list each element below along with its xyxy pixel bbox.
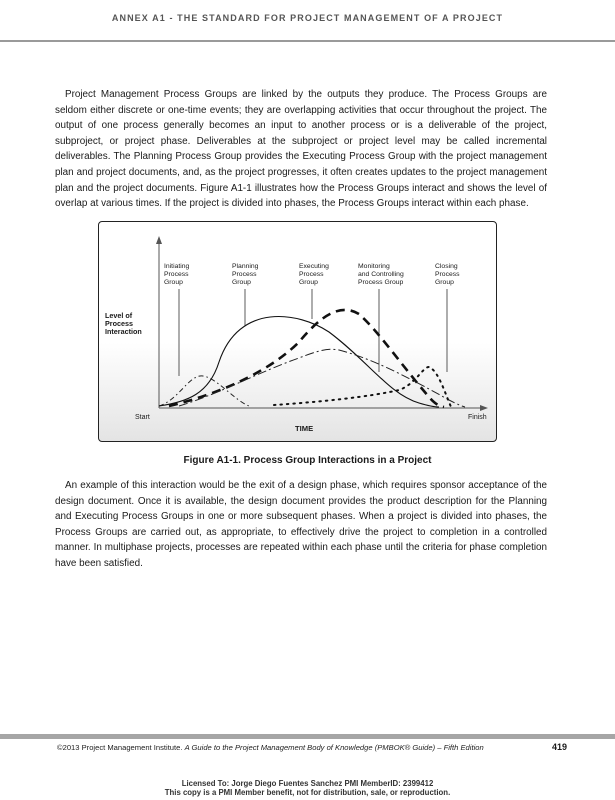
figure-process-group-interactions (98, 221, 497, 442)
label-planning: Planning Process Group (232, 263, 259, 286)
label-monitoring-controlling: Monitoring and Controlling Process Group (358, 263, 404, 286)
body-paragraph-2-text: An example of this interaction would be the exit of a design phase, which requires sponsor acceptance of the design document. Once it is available, the design document provides the product description for the Planning and Executing Process Groups in one or more subsequent phases. When a project is divided into phases, the Process Groups are carried out, as appropriate, to effectively drive the project to completion in a controlled manner. In multiphase projects, processes are repeated within each phase until the criteria for phase completion have been satisfied. (55, 480, 547, 569)
footer-guide-title: A Guide to the Project Management Body of Knowledge (PMBOK® Guide) – Fifth Edition (184, 743, 484, 752)
x-axis-arrow-icon (480, 405, 488, 411)
license-notice (0, 779, 615, 797)
label-initiating: Initiating Process Group (164, 263, 190, 286)
footer-citation (57, 743, 484, 752)
y-axis-arrow-icon (156, 236, 162, 244)
license-line-1: Licensed To: Jorge Diego Fuentes Sanchez PMI MemberID: 2399412 (181, 779, 434, 788)
x-end-label: Finish (468, 414, 487, 421)
running-header-title: ANNEX A1 - THE STANDARD FOR PROJECT MANAGEMENT OF A PROJECT (111, 13, 504, 23)
label-closing: Closing Process Group (435, 263, 460, 286)
license-line-2: This copy is a PMI Member benefit, not for distribution, sale, or reproduction. (164, 788, 451, 797)
body-paragraph-2 (55, 478, 547, 572)
running-header (0, 0, 615, 42)
curve-initiating (159, 376, 249, 406)
label-executing: Executing Process Group (299, 263, 329, 286)
x-start-label: Start (135, 414, 150, 421)
figure-chart (99, 222, 498, 443)
footer-rule (0, 734, 615, 739)
body-paragraph-1-text: Project Management Process Groups are linked by the outputs they produce. The Process Groups are seldom either discrete or one-time events; they are overlapping activities that occur throughout the project. The output of one process generally becomes an input to another process or is a deliverable of the project, subproject, or project phase. Deliverables at the subproject or project level may be called incremental deliverables. The Planning Process Group provides the Executing Process Group with the project management plan and project documents, and, as the project progresses, it often creates updates to the project management plan and the project documents. Figure A1-1 illustrates how the Process Groups interact and shows the level of overlap at various times. If the project is divided into phases, the Process Groups interact within each phase. (55, 89, 547, 210)
page-number: 419 (551, 742, 567, 752)
body-paragraph-1 (55, 87, 547, 212)
curve-executing (169, 310, 444, 407)
curve-monitoring-controlling (179, 349, 465, 407)
curve-closing (274, 367, 451, 407)
footer-copyright: ©2013 Project Management Institute. (57, 743, 183, 752)
y-axis-label: Level of Process Interaction (105, 311, 142, 336)
x-axis-label: TIME (295, 424, 314, 433)
figure-caption: Figure A1-1. Process Group Interactions in a Project (183, 455, 432, 466)
curve-planning (159, 317, 439, 407)
